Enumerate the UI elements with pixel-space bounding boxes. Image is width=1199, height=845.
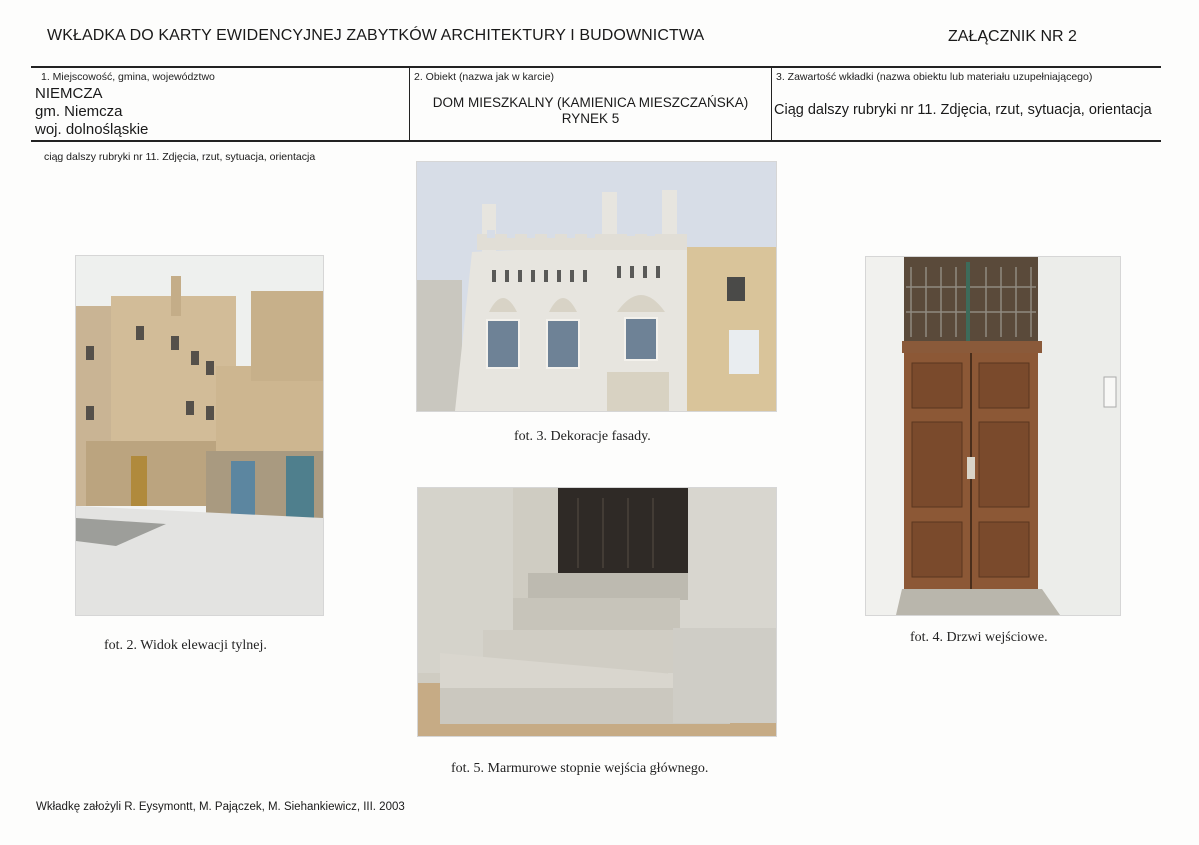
info-table [31, 66, 1161, 142]
photo-rear-elevation [76, 256, 323, 615]
location-label: 1. Miejscowość, gmina, województwo [41, 71, 215, 83]
town-name: NIEMCZA [35, 85, 103, 102]
annex-number: ZAŁĄCZNIK NR 2 [948, 28, 1077, 45]
authors-footer: Wkładkę założyli R. Eysymontt, M. Pajączek, M. Siehankiewicz, III. 2003 [36, 801, 405, 813]
photo-entrance-door-caption: fot. 4. Drzwi wejściowe. [910, 630, 1048, 645]
contents-text: Ciąg dalszy rubryki nr 11. Zdjęcia, rzut, sytuacja, orientacja [774, 102, 1152, 118]
object-cell [409, 68, 771, 140]
photo-marble-steps [418, 488, 776, 736]
voivodeship-name: woj. dolnośląskie [35, 121, 149, 138]
commune-name: gm. Niemcza [35, 103, 123, 120]
object-name-line1: DOM MIESZKALNY (KAMIENICA MIESZCZAŃSKA) [432, 95, 749, 110]
location-cell [31, 68, 409, 140]
contents-cell [771, 68, 1161, 140]
photo-facade-decoration-caption: fot. 3. Dekoracje fasady. [514, 429, 651, 444]
photo-entrance-door [866, 257, 1120, 615]
location-values [35, 85, 148, 139]
document-title: WKŁADKA DO KARTY EWIDENCYJNEJ ZABYTKÓW ARCHITEKTURY I BUDOWNICTWA [47, 27, 705, 44]
object-name-line2: RYNEK 5 [561, 111, 620, 126]
object-label: 2. Obiekt (nazwa jak w karcie) [414, 71, 555, 83]
photo-facade-decoration [417, 162, 776, 411]
photo-marble-steps-caption: fot. 5. Marmurowe stopnie wejścia głównego. [451, 761, 709, 776]
photo-rear-elevation-caption: fot. 2. Widok elewacji tylnej. [104, 638, 267, 653]
continuation-note: ciąg dalszy rubryki nr 11. Zdjęcia, rzut, sytuacja, orientacja [44, 151, 316, 163]
object-name [410, 95, 771, 127]
contents-label: 3. Zawartość wkładki (nazwa obiektu lub materiału uzupełniającego) [776, 71, 1093, 83]
